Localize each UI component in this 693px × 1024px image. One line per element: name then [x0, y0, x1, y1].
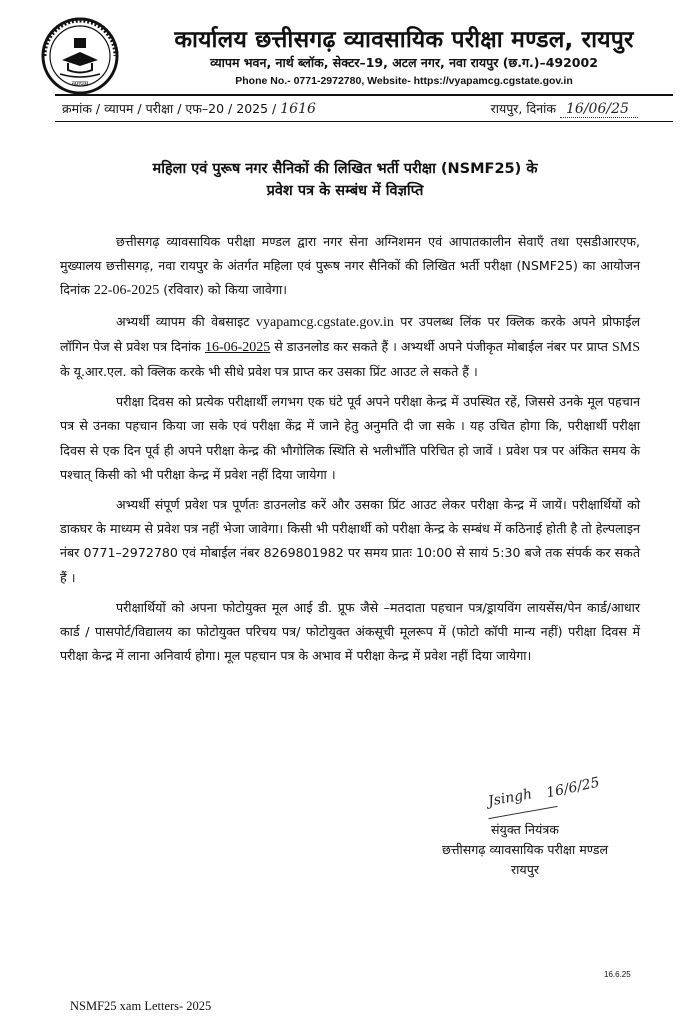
paragraph-admit-card-download: अभ्यर्थी व्यापम की वेबसाइट vyapamcg.cgstate.gov.in पर उपलब्ध लिंक पर क्लिक करके अपने प्रोफाईल लॉगिन पेज से प्रवेश पत्र दिनांक 16-06-2025 से डाउनलोड कर सकते हैं । अभ्यर्थी अपने पंजीकृत मोबाईल नंबर पर प्राप्त SMS के यू.आर.एल. को क्लिक करके भी सीधे प्रवेश पत्र प्राप्त कर उसका प्रिंट आउट ले सकते हैं ।	[60, 313, 640, 380]
header-rule	[55, 94, 673, 96]
reference-date	[491, 100, 638, 118]
website-text: vyapamcg.cgstate.gov.in	[255, 314, 394, 330]
reference-number-label: क्रमांक / व्यापम / परीक्षा / एफ–20 / 2025 /	[62, 101, 277, 116]
signatory-block	[400, 820, 650, 880]
sms-text: SMS	[611, 339, 640, 355]
organization-contact: Phone No.- 0771-2972780, Website- https://vyapamcg.cgstate.gov.in	[235, 75, 573, 87]
signatory-city: रायपुर	[510, 862, 540, 877]
paragraph-helpline: अभ्यर्थी संपूर्ण प्रवेश पत्र पूर्णतः डाउनलोड करें और उसका प्रिंट आउट लेकर परीक्षा केन्द्र में जायें। परीक्षार्थियों को डाकघर के माध्यम से प्रवेश पत्र नहीं भेजा जावेगा। किसी भी परीक्षार्थी को परीक्षा केन्द्र के सम्बंध में कठिनाई होती है तो हेल्पलाइन नंबर 0771–2972780 एवं मोबाईल नंबर 8269801982 पर समय प्रातः 10:00 से सायं 5:30 बजे तक संपर्क कर सकते हैं ।	[60, 497, 640, 585]
paragraph-reporting-time: परीक्षा दिवस को प्रत्येक परीक्षार्थी लगभग एक घंटे पूर्व अपने परीक्षा केन्द्र में उपस्थित रहें, जिससे उनके मूल पहचान पत्र से उनका पहचान किया जा सके एवं परीक्षा केंद्र में जाने हेतु अनुमति दी जा सके । यह उचित होगा कि, परीक्षार्थी परीक्षा दिवस से एक दिन पूर्व ही अपने परीक्षा केन्द्र की भौगोलिक स्थिति से भलीभाँति परिचित हो जावें । प्रवेश पत्र पर अंकित समय के पश्चात् किसी को भी परीक्षा केन्द्र में प्रवेश नहीं दिया जायेगा ।	[60, 394, 640, 482]
paragraph-exam-date: छत्तीसगढ़ व्यावसायिक परीक्षा मण्डल द्वारा नगर सेना अग्निशमन एवं आपातकालीन सेवाएँ तथा एसडीआरएफ, मुख्यालय छत्तीसगढ़, नवा रायपुर के अंतर्गत महिला एवं पुरूष नगर सैनिकों की लिखित भर्ती परीक्षा (NSMF25) का आयोजन दिनांक 22-06-2025 (रविवार) को किया जावेगा।	[60, 234, 640, 299]
title-line-1: महिला एवं पुरूष नगर सैनिकों की लिखित भर्ती परीक्षा (NSMF25) के	[152, 161, 538, 177]
signatory-organization: छत्तीसगढ़ व्यावसायिक परीक्षा मण्डल	[441, 842, 609, 857]
reference-number	[62, 100, 316, 117]
organization-address: व्यापम भवन, नार्थ ब्लॉक, सेक्टर–19, अटल नगर, नवा रायपुर (छ.ग.)–492002	[210, 55, 598, 70]
signature-date: 16/6/25	[544, 774, 602, 802]
exam-date: 22-06-2025	[93, 283, 160, 299]
reference-date-handwritten: 16/06/25	[560, 101, 638, 118]
signatory-designation: संयुक्त नियंत्रक	[491, 822, 559, 837]
footer-text: NSMF25 xam Letters- 2025	[70, 999, 212, 1013]
title-line-2: प्रवेश पत्र के सम्बंध में विज्ञप्ति	[266, 183, 424, 199]
download-date: 16-06-2025	[204, 339, 271, 355]
vyapam-logo	[40, 16, 120, 96]
svg-text:व्यापम: व्यापम	[71, 80, 89, 88]
reference-date-label: रायपुर, दिनांक	[490, 101, 557, 116]
footnote-date: 16.6.25	[604, 970, 631, 979]
paragraph-id-proof: परीक्षार्थियों को अपना फोटोयुक्त मूल आई डी. प्रूफ जैसे –मतदाता पहचान पत्र/ड्रायविंग लायसेंस/पेन कार्ड/आधार कार्ड / पासपोर्ट/विद्यालय का फोटोयुक्त परिचय पत्र/ फोटोयुक्त अंकसूची मूलरूप में (फोटो कॉपी मान्य नहीं) परीक्षा दिवस में परीक्षा केन्द्र में लाना अनिवार्य होगा। मूल पहचान पत्र के अभाव में परीक्षा केन्द्र में प्रवेश नहीं दिया जायेगा।	[60, 599, 640, 664]
reference-number-handwritten: 1616	[280, 101, 316, 117]
notice-body	[60, 230, 640, 674]
signature-name: Jsingh	[486, 786, 534, 810]
notice-title	[40, 158, 650, 202]
reference-rule	[55, 121, 673, 122]
reference-line	[62, 98, 672, 120]
organization-name: कार्यालय छत्तीसगढ़ व्यावसायिक परीक्षा मण्डल, रायपुर	[174, 27, 634, 53]
